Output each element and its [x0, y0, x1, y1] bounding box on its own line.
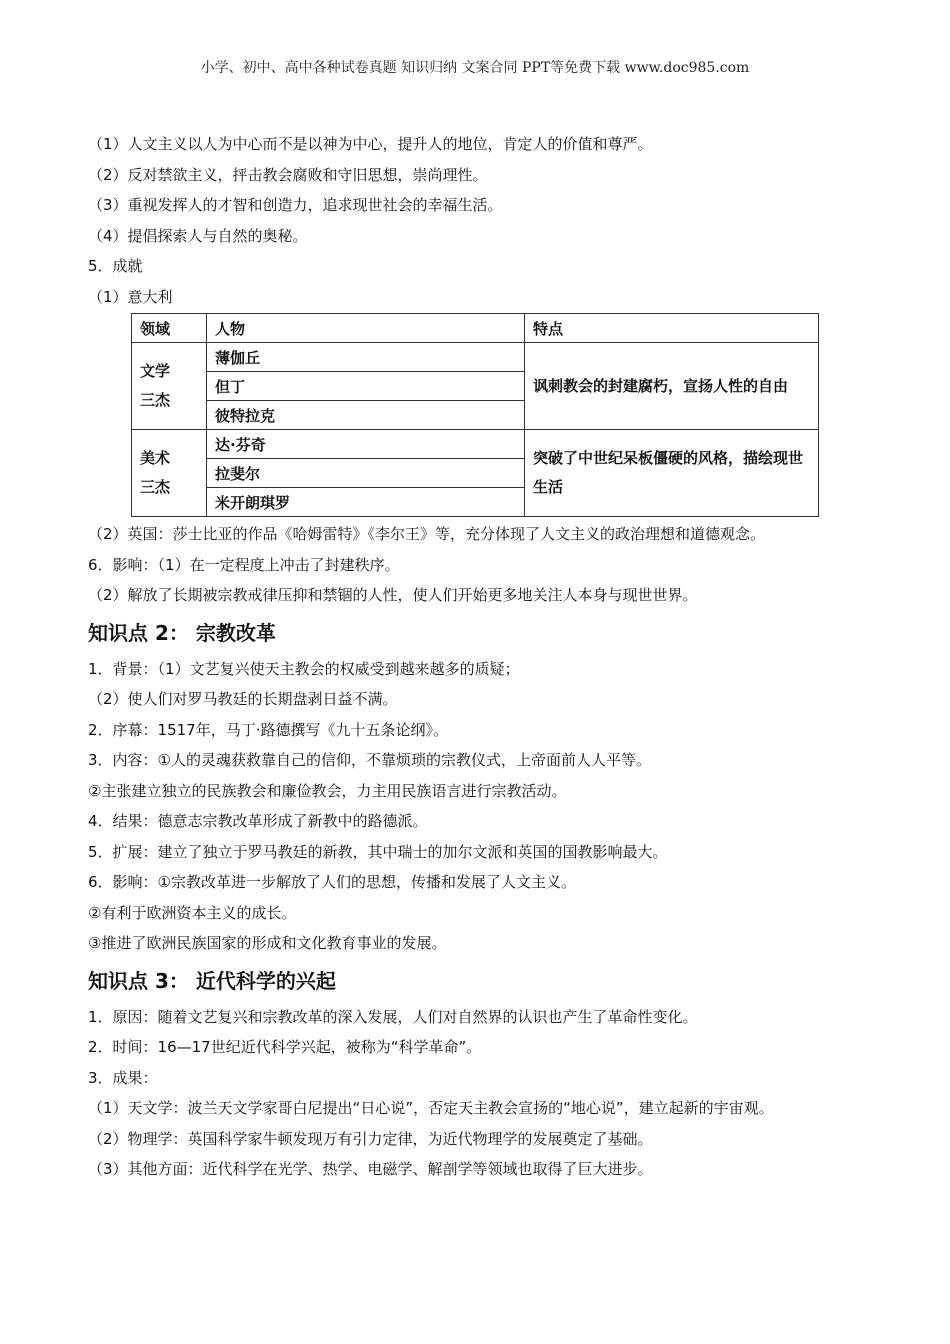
table-person-cell: 米开朗琪罗: [207, 488, 525, 517]
table-person-cell: 彼特拉克: [207, 401, 525, 430]
achievements-table: [131, 313, 819, 517]
table-trait-cell: 讽刺教会的封建腐朽，宣扬人性的自由: [525, 343, 819, 430]
table-person-cell: 薄伽丘: [207, 343, 525, 372]
text-line: （2）使人们对罗马教廷的长期盘剥日益不满。: [88, 690, 398, 708]
text-line: （1）天文学：波兰天文学家哥白尼提出“日心说”，否定天主教会宣扬的“地心说”，建立起新的宇宙观。: [88, 1099, 774, 1117]
text-line: 6．影响：①宗教改革进一步解放了人们的思想，传播和发展了人文主义。: [88, 873, 576, 891]
text-line: （2）反对禁欲主义，抨击教会腐败和守旧思想，崇尚理性。: [88, 165, 488, 184]
text-line: （2）英国：莎士比亚的作品《哈姆雷特》《李尔王》等，充分体现了人文主义的政治理想和道德观念。: [88, 525, 766, 543]
table-header: 领域: [132, 314, 207, 343]
text-line: （3）重视发挥人的才智和创造力，追求现世社会的幸福生活。: [88, 196, 503, 214]
table-trait-cell: 突破了中世纪呆板僵硬的风格，描绘现世生活: [525, 430, 819, 517]
text-line: ②有利于欧洲资本主义的成长。: [88, 903, 297, 922]
text-line: 2．时间：16—17世纪近代科学兴起，被称为“科学革命”。: [88, 1038, 482, 1056]
table-header: 人物: [207, 314, 525, 343]
text-line: ③推进了欧洲民族国家的形成和文化教育事业的发展。: [88, 934, 447, 952]
text-line: （1）人文主义以人为中心而不是以神为中心，提升人的地位，肯定人的价值和尊严。: [88, 135, 653, 153]
table-field-cell: [132, 430, 207, 517]
text-line: ②主张建立独立的民族教会和廉俭教会，力主用民族语言进行宗教活动。: [88, 781, 567, 800]
text-line: （3）其他方面：近代科学在光学、热学、电磁学、解剖学等领域也取得了巨大进步。: [88, 1160, 653, 1178]
text-line: 5．成就: [88, 257, 143, 275]
table-header: 特点: [525, 314, 819, 343]
document-body: [88, 129, 858, 1185]
field-label: 三杰: [140, 391, 171, 409]
text-line: （2）物理学：英国科学家牛顿发现万有引力定律，为近代物理学的发展奠定了基础。: [88, 1129, 653, 1148]
text-line: （1）意大利: [88, 287, 173, 306]
text-line: 4．结果：德意志宗教改革形成了新教中的路德派。: [88, 812, 428, 830]
text-line: 5．扩展：建立了独立于罗马教廷的新教，其中瑞士的加尔文派和英国的国教影响最大。: [88, 842, 668, 861]
text-line: 2．序幕：1517年，马丁·路德撰写《九十五条论纲》。: [88, 720, 448, 739]
text-line: 1．背景：（1）文艺复兴使天主教会的权威受到越来越多的质疑；: [88, 659, 520, 678]
section-heading: 知识点 2： 宗教改革: [88, 620, 276, 645]
text-line: 1．原因：随着文艺复兴和宗教改革的深入发展，人们对自然界的认识也产生了革命性变化。: [88, 1007, 698, 1026]
table-person-cell: 拉斐尔: [207, 459, 525, 488]
text-line: （2）解放了长期被宗教戒律压抑和禁锢的人性，使人们开始更多地关注人本身与现世世界。: [88, 586, 698, 604]
table-field-cell: [132, 343, 207, 430]
field-label: 文学: [140, 362, 171, 380]
field-label: 美术: [140, 449, 171, 467]
text-line: （4）提倡探索人与自然的奥秘。: [88, 226, 308, 245]
text-line: 3．内容：①人的灵魂获救靠自己的信仰，不靠烦琐的宗教仪式，上帝面前人人平等。: [88, 751, 651, 769]
table-person-cell: 但丁: [207, 372, 525, 401]
page-header: 小学、初中、高中各种试卷真题 知识归纳 文案合同 PPT等免费下载 www.doc985.com: [200, 60, 750, 76]
table-person-cell: 达·芬奇: [207, 430, 525, 459]
text-line: 6．影响：（1）在一定程度上冲击了封建秩序。: [88, 555, 400, 574]
text-line: 3．成果：: [88, 1068, 158, 1087]
field-label: 三杰: [140, 478, 171, 496]
section-heading: 知识点 3： 近代科学的兴起: [88, 968, 336, 993]
